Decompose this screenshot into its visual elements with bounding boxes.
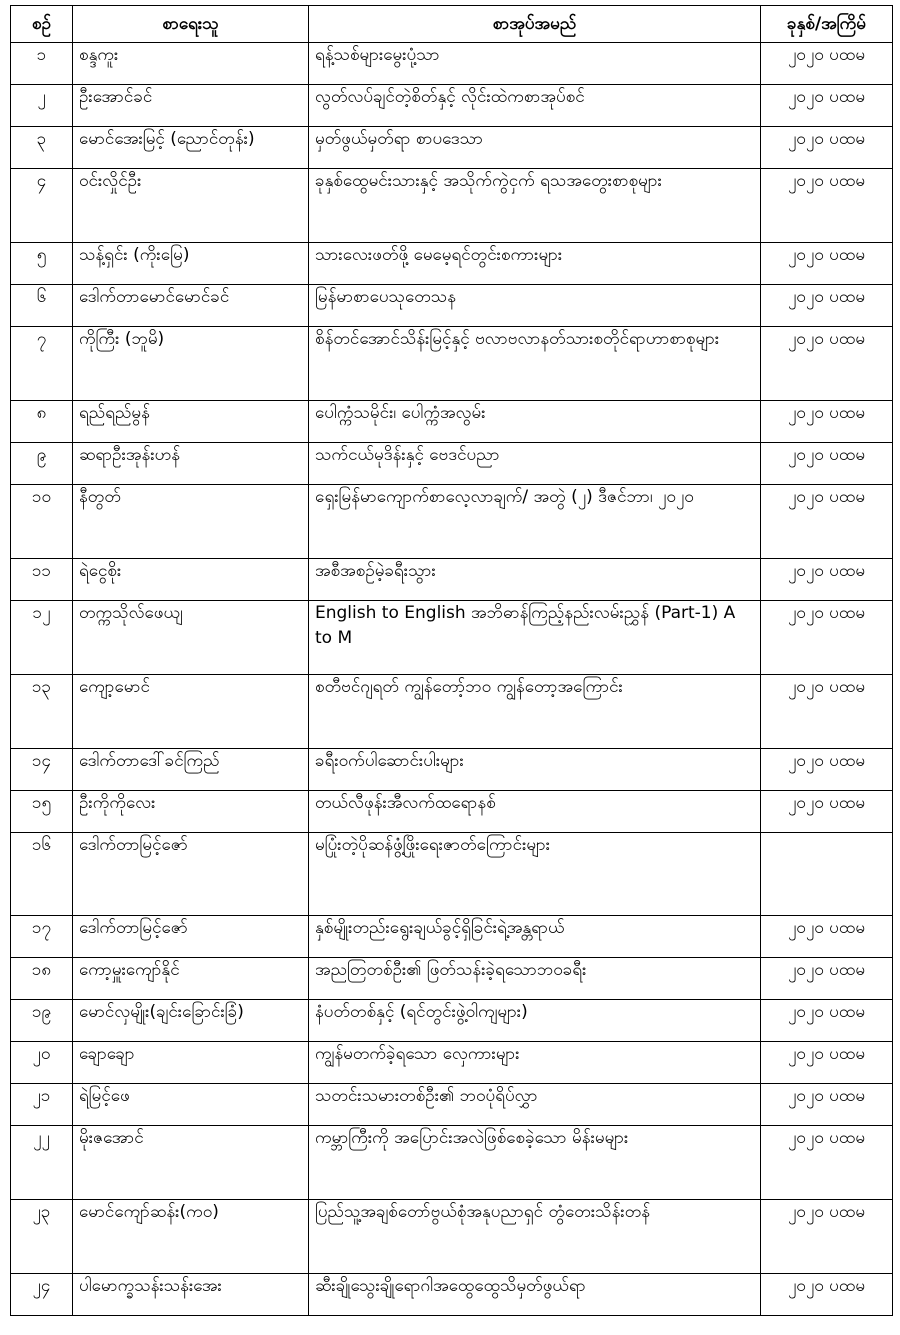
cell-author: ဒေါက်တာမြင့်ဇော် [73, 833, 309, 916]
cell-title: သားလေးဖတ်ဖို့ မေမေ့ရင်တွင်းစကားများ [309, 243, 761, 285]
cell-year-edition: ၂၀၂၀ ပထမ [761, 675, 893, 749]
cell-author: ဝင်းလှိုင်ဦး [73, 169, 309, 243]
table-row [11, 327, 893, 401]
cell-author: ကိုကြီး (ဘူမိ) [73, 327, 309, 401]
cell-title: English to English အဘိဓာန်ကြည့်နည်းလမ်းညွှန် (Part-1) A to M [309, 601, 761, 675]
cell-number: ၆ [11, 285, 73, 327]
cell-author: ဦးကိုကိုလေး [73, 791, 309, 833]
cell-number: ၂၁ [11, 1084, 73, 1126]
header-year-edition: ခုနှစ်/အကြိမ် [761, 6, 893, 43]
cell-year-edition: ၂၀၂၀ ပထမ [761, 1084, 893, 1126]
cell-title: တယ်လီဖုန်းအီလက်ထရောနစ် [309, 791, 761, 833]
cell-number: ၁၁ [11, 559, 73, 601]
table-row [11, 285, 893, 327]
cell-title: နံပတ်တစ်နှင့် (ရင်တွင်းဖွဲ့ဝါကျများ) [309, 1000, 761, 1042]
cell-title: ခုနှစ်ထွေမင်းသားနှင့် အသိုက်ကွဲငှက် ရသအတွေးစာစုများ [309, 169, 761, 243]
cell-title: မြန်မာစာပေသုတေသန [309, 285, 761, 327]
table-row [11, 485, 893, 559]
cell-title: ကမ္ဘာကြီးကို အပြောင်းအလဲဖြစ်စေခဲ့သော မိန်းမများ [309, 1126, 761, 1200]
cell-title: ခရီးဝက်ပါဆောင်းပါးများ [309, 749, 761, 791]
cell-author: နီတွတ် [73, 485, 309, 559]
cell-number: ၃ [11, 127, 73, 169]
cell-author: ကျော့မောင် [73, 675, 309, 749]
cell-title: ကျွန်မတက်ခဲ့ရသော လှေကားများ [309, 1042, 761, 1084]
table-row [11, 1126, 893, 1200]
table-row [11, 749, 893, 791]
cell-author: မောင်ကျော်ဆန်း(ကဝ) [73, 1200, 309, 1274]
table-row [11, 833, 893, 916]
cell-number: ၁၅ [11, 791, 73, 833]
table-row [11, 85, 893, 127]
cell-year-edition: ၂၀၂၀ ပထမ [761, 1042, 893, 1084]
cell-number: ၂၂ [11, 1126, 73, 1200]
cell-title: စိန်တင်အောင်သိန်းမြင့်နှင့် ဗလာဗလာနတ်သားစတိုင်ရာဟာစာစုများ [309, 327, 761, 401]
cell-number: ၇ [11, 327, 73, 401]
cell-number: ၉ [11, 443, 73, 485]
cell-number: ၁၄ [11, 749, 73, 791]
cell-title: မှတ်ဖွယ်မှတ်ရာ စာပဒေသာ [309, 127, 761, 169]
header-title: စာအုပ်အမည် [309, 6, 761, 43]
table-row [11, 169, 893, 243]
cell-year-edition: ၂၀၂၀ ပထမ [761, 127, 893, 169]
table-row [11, 1000, 893, 1042]
cell-year-edition: ၂၀၂၀ ပထမ [761, 601, 893, 675]
table-row [11, 443, 893, 485]
cell-number: ၁၉ [11, 1000, 73, 1042]
cell-author: သန့်ရှင်း (ကိုးမြေ) [73, 243, 309, 285]
cell-title: အညတြတစ်ဦး၏ ဖြတ်သန်းခဲ့ရသောဘဝခရီး [309, 958, 761, 1000]
cell-author: မောင်အေးမြင့် (ညောင်တုန်း) [73, 127, 309, 169]
cell-year-edition: ၂၀၂၀ ပထမ [761, 958, 893, 1000]
cell-number: ၁၇ [11, 916, 73, 958]
cell-number: ၅ [11, 243, 73, 285]
cell-author: ဒေါက်တာဒေါ်ခင်ကြည် [73, 749, 309, 791]
book-list-table [10, 5, 893, 1316]
cell-author: တက္ကသိုလ်ဖေယျ [73, 601, 309, 675]
cell-year-edition: ၂၀၂၀ ပထမ [761, 285, 893, 327]
cell-number: ၂ [11, 85, 73, 127]
cell-number: ၂၃ [11, 1200, 73, 1274]
cell-title: ရှေးမြန်မာကျောက်စာလေ့လာချက်/ အတွဲ (၂) ဒီဇင်ဘာ၊ ၂၀၂၀ [309, 485, 761, 559]
cell-author: ရဲမြင့်ဖေ [73, 1084, 309, 1126]
cell-title: အစီအစဉ်မဲ့ခရီးသွား [309, 559, 761, 601]
cell-year-edition: ၂၀၂၀ ပထမ [761, 169, 893, 243]
cell-title: ရန့်သစ်များမွေးပုံ့သာ [309, 43, 761, 85]
table-header-row [11, 6, 893, 43]
cell-year-edition: ၂၀၂၀ ပထမ [761, 559, 893, 601]
table-row [11, 1274, 893, 1316]
table-row [11, 601, 893, 675]
cell-year-edition: ၂၀၂၀ ပထမ [761, 791, 893, 833]
cell-author: မောင်လှမျိုး(ချင်းခြောင်းခြံ) [73, 1000, 309, 1042]
cell-year-edition: ၂၀၂၀ ပထမ [761, 43, 893, 85]
cell-title: မပြုံးတဲ့ပိုဆန်ဖွံ့ဖြိုးရေးဇာတ်ကြောင်းများ [309, 833, 761, 916]
table-row [11, 401, 893, 443]
cell-title: ပေါက္ကံသမိုင်း၊ ပေါက္ကံအလွမ်း [309, 401, 761, 443]
cell-year-edition: ၂၀၂၀ ပထမ [761, 1200, 893, 1274]
cell-year-edition: ၂၀၂၀ ပထမ [761, 749, 893, 791]
cell-author: ဦးအောင်ခင် [73, 85, 309, 127]
cell-title: ပြည်သူ့အချစ်တော်ဗွယ်စုံအနုပညာရှင် တွံတေးသိန်းတန် [309, 1200, 761, 1274]
table-row [11, 127, 893, 169]
cell-title: သတင်းသမားတစ်ဦး၏ ဘဝပုံရိပ်လွှာ [309, 1084, 761, 1126]
cell-author: ရဲငွေစိုး [73, 559, 309, 601]
cell-title: စတီဗင်ဂျရတ် ကျွန်တော့်ဘဝ ကျွန်တော့အကြောင်း [309, 675, 761, 749]
cell-year-edition [761, 833, 893, 916]
cell-year-edition: ၂၀၂၀ ပထမ [761, 443, 893, 485]
table-body [11, 43, 893, 1316]
cell-author: စန္ဒကူး [73, 43, 309, 85]
cell-number: ၂၄ [11, 1274, 73, 1316]
table-row [11, 1042, 893, 1084]
cell-number: ၁၃ [11, 675, 73, 749]
cell-number: ၁၂ [11, 601, 73, 675]
cell-author: ဆရာဦးအုန်းဟန် [73, 443, 309, 485]
cell-year-edition: ၂၀၂၀ ပထမ [761, 485, 893, 559]
header-author: စာရေးသူ [73, 6, 309, 43]
cell-title: ဆီးချိုသွေးချိုရောဂါအထွေထွေသိမှတ်ဖွယ်ရာ [309, 1274, 761, 1316]
table-row [11, 675, 893, 749]
cell-year-edition: ၂၀၂၀ ပထမ [761, 401, 893, 443]
cell-author: ကော့မှူးကျော်နိုင် [73, 958, 309, 1000]
cell-number: ၁၀ [11, 485, 73, 559]
cell-author: ချောချော [73, 1042, 309, 1084]
cell-author: ဒေါက်တာမြင့်ဇော် [73, 916, 309, 958]
cell-number: ၁၆ [11, 833, 73, 916]
table-row [11, 916, 893, 958]
cell-title: သက်ငယ်မုဒိန်းနှင့် ဗေဒင်ပညာ [309, 443, 761, 485]
cell-number: ၂၀ [11, 1042, 73, 1084]
table-row [11, 243, 893, 285]
cell-year-edition: ၂၀၂၀ ပထမ [761, 327, 893, 401]
table-row [11, 559, 893, 601]
cell-year-edition: ၂၀၂၀ ပထမ [761, 1274, 893, 1316]
cell-title: လွတ်လပ်ချင်တဲ့စိတ်နှင့် လိုင်းထဲကစာအုပ်စင် [309, 85, 761, 127]
cell-number: ၈ [11, 401, 73, 443]
table-row [11, 1200, 893, 1274]
cell-author: မိုးဇအောင် [73, 1126, 309, 1200]
table-row [11, 1084, 893, 1126]
cell-year-edition: ၂၀၂၀ ပထမ [761, 916, 893, 958]
cell-number: ၁၈ [11, 958, 73, 1000]
cell-year-edition: ၂၀၂၀ ပထမ [761, 85, 893, 127]
cell-title: နှစ်မျိုးတည်းရွေးချယ်ခွင့်ရှိခြင်းရဲ့အန္တရာယ် [309, 916, 761, 958]
table-row [11, 958, 893, 1000]
cell-author: ပါမောက္ခသန်းသန်းအေး [73, 1274, 309, 1316]
cell-author: ရည်ရည်မွန် [73, 401, 309, 443]
header-number: စဉ် [11, 6, 73, 43]
cell-year-edition: ၂၀၂၀ ပထမ [761, 1000, 893, 1042]
cell-number: ၄ [11, 169, 73, 243]
cell-number: ၁ [11, 43, 73, 85]
table-row [11, 43, 893, 85]
table-row [11, 791, 893, 833]
cell-year-edition: ၂၀၂၀ ပထမ [761, 243, 893, 285]
cell-year-edition: ၂၀၂၀ ပထမ [761, 1126, 893, 1200]
cell-author: ဒေါက်တာမောင်မောင်ခင် [73, 285, 309, 327]
